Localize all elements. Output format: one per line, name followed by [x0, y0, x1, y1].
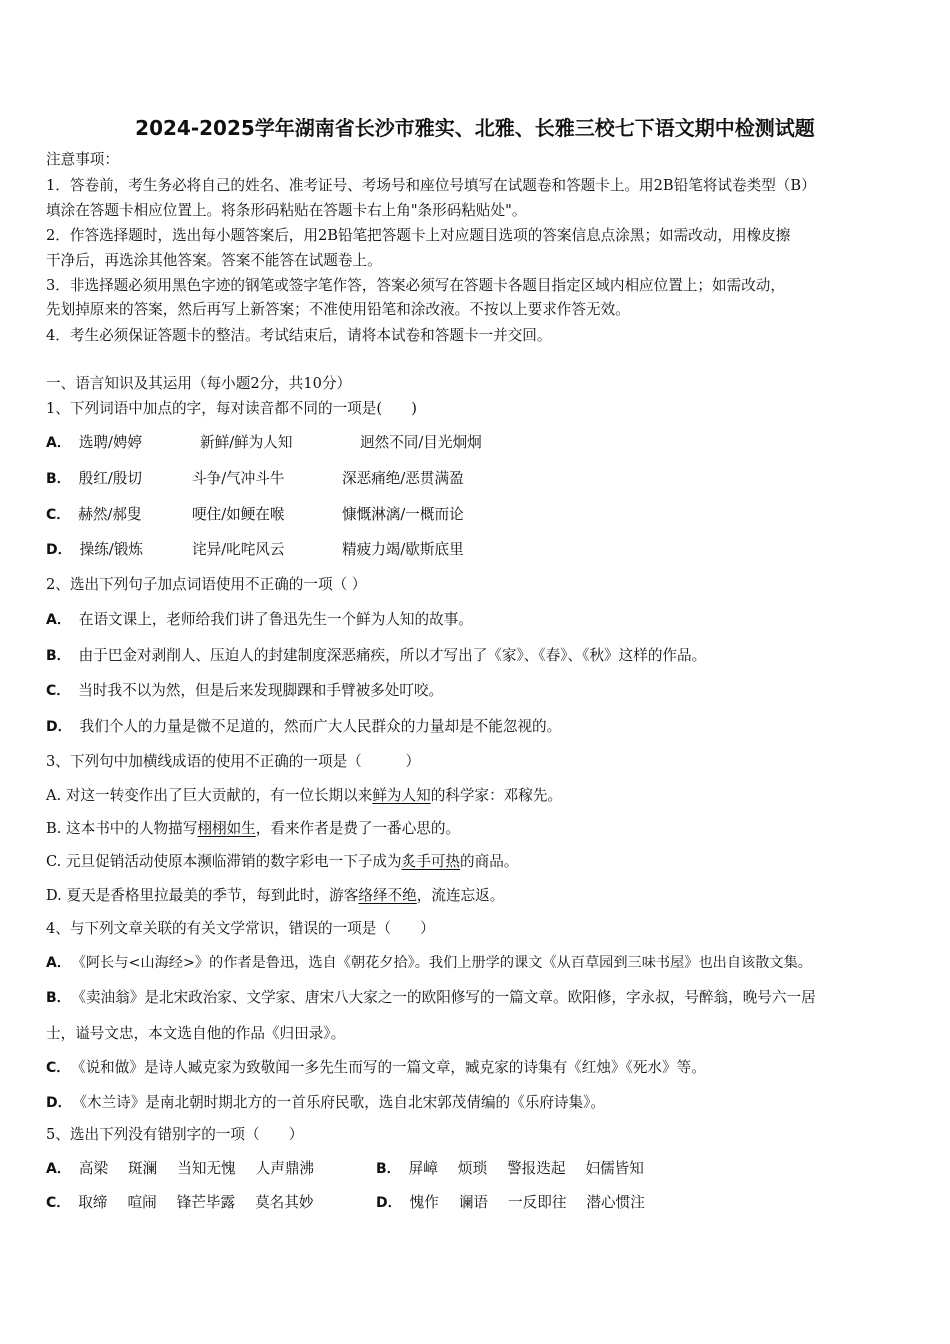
option-text-post: 的科学家：邓稼先。: [430, 787, 563, 804]
underlined-idiom: 鲜为人知: [372, 787, 431, 804]
option-text: 由于巴金对剥削人、压迫人的封建制度深恶痛疾，所以才写出了《家》、《春》、《秋》这样的作品。: [78, 647, 707, 664]
q4-option-d: [46, 1093, 605, 1113]
option-label: D．: [46, 719, 72, 735]
option-item: 选聘/娉婷: [78, 434, 143, 451]
option-text: 我们个人的力量是微不足道的，然而广大人民群众的力量却是不能忽视的。: [79, 718, 562, 735]
page-title: 2024-2025学年湖南省长沙市雅实、北雅、长雅三校七下语文期中检测试题: [135, 116, 815, 140]
question-5-stem: 5、选出下列没有错别字的一项（ ）: [46, 1126, 304, 1143]
option-label: D．: [376, 1195, 402, 1211]
option-label: C．: [46, 1060, 71, 1076]
section-heading: 一、语言知识及其运用（每小题2分，共10分）: [46, 375, 352, 392]
notice-line: 3．非选择题必须用黑色字迹的钢笔或签字笔作答，答案必须写在答题卡各题目指定区域内相应位置上；如需改动，: [46, 277, 785, 294]
option-item: 谰语: [458, 1194, 489, 1211]
q3-option-b: [46, 819, 460, 839]
option-text-pre: 对这一转变作出了巨大贡献的，有一位长期以来: [65, 787, 373, 804]
q1-option-a-item2: 新鲜/鲜为人知: [200, 434, 293, 451]
notice-line: 先划掉原来的答案，然后再写上新答案；不准使用铅笔和涂改液。不按以上要求作答无效。: [46, 301, 630, 318]
option-item: 喧闹: [127, 1194, 157, 1211]
option-item: 人声鼎沸: [255, 1160, 315, 1177]
option-item: 妇儒皆知: [585, 1160, 644, 1177]
option-item: 斑澜: [128, 1160, 158, 1177]
option-text-pre: 夏天是香格里拉最美的季节，每到此时，游客: [66, 887, 359, 904]
option-label: B.: [46, 820, 62, 837]
q4-option-b: [46, 988, 816, 1008]
q2-option-a: [46, 610, 473, 630]
notice-line: 干净后，再选涂其他答案。答案不能答在试题卷上。: [46, 252, 382, 269]
q2-option-b: [46, 646, 706, 666]
q4-option-a: [46, 953, 812, 973]
q1-option-c: [46, 505, 142, 525]
option-item: 潜心惯注: [586, 1194, 645, 1211]
option-item: 赫然/郝叟: [78, 506, 142, 523]
option-label: D．: [46, 542, 72, 558]
notice-line: 1．答卷前，考生务必将自己的姓名、准考证号、考场号和座位号填写在试题卷和答题卡上。用2B铅笔将试卷类型（B）: [46, 177, 816, 194]
q5-option-a: [46, 1159, 314, 1179]
notice-heading: 注意事项：: [46, 151, 119, 168]
option-text: 《说和做》是诗人臧克家为致敬闻一多先生而写的一篇文章，臧克家的诗集有《红烛》《死水》等。: [78, 1059, 706, 1076]
q1-option-d-item3: 精疲力竭/歇斯底里: [342, 541, 464, 558]
option-item: 一反即往: [508, 1194, 567, 1211]
option-text: 当时我不以为然，但是后来发现脚踝和手臂被多处叮咬。: [78, 682, 444, 699]
q1-option-d-item2: 诧异/叱咤风云: [192, 541, 285, 558]
notice-line: 填涂在答题卡相应位置上。将条形码粘贴在答题卡右上角"条形码粘贴处"。: [46, 202, 527, 219]
q1-option-c-item2: 哽住/如鲠在喉: [192, 506, 285, 523]
option-item: 莫名其妙: [255, 1194, 314, 1211]
q3-option-a: [46, 786, 562, 806]
q1-option-a: [46, 433, 142, 453]
option-label: C.: [46, 853, 62, 870]
option-item: 殷红/殷切: [78, 470, 142, 487]
underlined-idiom: 栩栩如生: [197, 820, 256, 837]
option-item: 愧作: [409, 1194, 439, 1211]
option-text: 《卖油翁》是北宋政治家、文学家、唐宋八大家之一的欧阳修写的一篇文章。欧阳修，字永叔，号醉翁，晚号六一居: [78, 989, 816, 1006]
q1-option-d: [46, 540, 143, 560]
question-4-stem: 4、与下列文章关联的有关文学常识，错误的一项是（ ）: [46, 920, 435, 937]
option-label: A．: [46, 1161, 71, 1177]
option-item: 取缔: [78, 1194, 108, 1211]
q3-option-c: [46, 852, 518, 872]
option-label: C．: [46, 683, 71, 699]
option-text-post: ，看来作者是费了一番心思的。: [255, 820, 461, 837]
notice-line: 4．考生必须保证答题卡的整洁。考试结束后，请将本试卷和答题卡一并交回。: [46, 327, 552, 344]
option-text-post: ，流连忘返。: [416, 887, 505, 904]
option-text-pre: 元旦促销活动使原本濒临滞销的数字彩电一下子成为: [65, 853, 402, 870]
option-item: 当知无愧: [177, 1160, 236, 1177]
q2-option-d: [46, 717, 561, 737]
option-item: 操练/锻炼: [79, 541, 143, 558]
option-text: 《阿长与<山海经>》的作者是鲁迅，选自《朝花夕拾》。我们上册学的课文《从百草园到三味书屋》也出自该散文集。: [78, 955, 812, 971]
question-2-stem: 2、选出下列句子加点词语使用不正确的一项（ ）: [46, 576, 367, 593]
option-label: B．: [376, 1161, 401, 1177]
option-item: 屏嶂: [408, 1160, 438, 1177]
option-label: A．: [46, 955, 71, 971]
option-label: C．: [46, 1195, 71, 1211]
q5-option-d: [376, 1193, 645, 1213]
option-label: A．: [46, 435, 71, 451]
option-label: B．: [46, 471, 71, 487]
question-3-stem: 3、下列句中加横线成语的使用不正确的一项是（ ）: [46, 753, 421, 770]
option-item: 锋芒毕露: [176, 1194, 236, 1211]
q5-option-c: [46, 1193, 313, 1213]
option-item: 高梁: [78, 1160, 109, 1177]
option-label: C．: [46, 507, 71, 523]
q1-option-b-item2: 斗争/气冲斗牛: [192, 470, 285, 487]
option-text: 在语文课上，老师给我们讲了鲁迅先生一个鲜为人知的故事。: [78, 611, 473, 628]
option-label: B．: [46, 648, 71, 664]
q2-option-c: [46, 681, 443, 701]
underlined-idiom: 络绎不绝: [358, 887, 417, 904]
underlined-idiom: 炙手可热: [401, 853, 460, 870]
q5-option-b: [376, 1159, 644, 1179]
q4-option-c: [46, 1058, 706, 1078]
option-item: 警报迭起: [507, 1160, 566, 1177]
q4-option-b-cont: 士，谥号文忠，本文选自他的作品《归田录》。: [46, 1025, 346, 1042]
option-label: D．: [46, 1095, 72, 1111]
q1-option-c-item3: 慷慨淋漓/一概而论: [342, 506, 464, 523]
option-text-post: 的商品。: [460, 853, 519, 870]
option-text-pre: 这本书中的人物描写: [66, 820, 198, 837]
question-1-stem: 1、下列词语中加点的字，每对读音都不同的一项是( ): [46, 400, 417, 417]
option-label: A.: [46, 787, 62, 804]
option-item: 烦琐: [457, 1160, 488, 1177]
q1-option-b-item3: 深恶痛绝/恶贯满盈: [342, 470, 464, 487]
option-label: A．: [46, 612, 71, 628]
notice-line: 2．作答选择题时，选出每小题答案后，用2B铅笔把答题卡上对应题目选项的答案信息点涂黑；如需改动，用橡皮擦: [46, 227, 791, 244]
q1-option-b: [46, 469, 142, 489]
option-text: 《木兰诗》是南北朝时期北方的一首乐府民歌，选自北宋郭茂倩编的《乐府诗集》。: [79, 1094, 605, 1111]
option-label: D.: [46, 887, 62, 904]
option-label: B．: [46, 990, 71, 1006]
q1-option-a-item3: 迥然不同/目光炯炯: [360, 434, 482, 451]
q3-option-d: [46, 886, 504, 906]
